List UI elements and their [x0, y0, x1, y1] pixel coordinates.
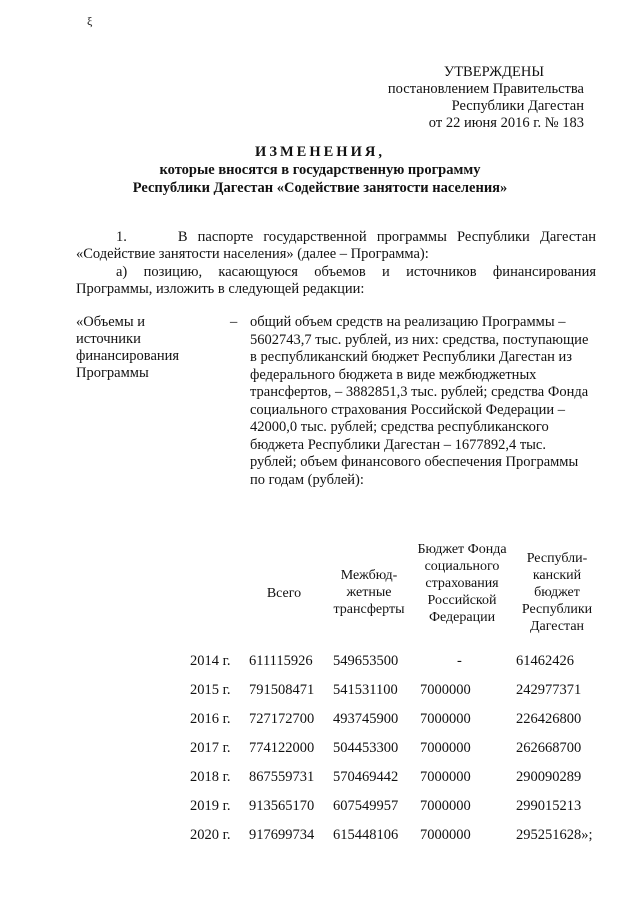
corner-mark: ξ [87, 14, 93, 28]
table-cell-total: 791508471 [249, 682, 315, 698]
passport-label-line: финансирования [76, 348, 180, 364]
table-cell-total: 727172700 [249, 711, 315, 727]
table-cell-year: 2015 г. [190, 682, 231, 698]
table-cell-fss: 7000000 [420, 682, 471, 698]
approval-block [388, 64, 584, 132]
table-cell-transfers: 504453300 [333, 740, 399, 756]
table-cell-transfers: 570469442 [333, 769, 399, 785]
passport-label-line: «Объемы и [76, 314, 145, 330]
table-cell-transfers: 541531100 [333, 682, 398, 698]
paragraph-1: 1. В паспорте государственной программы Республики Дагестан «Содействие занятости населения» (далее – Программа): [76, 229, 596, 262]
table-cell-year: 2017 г. [190, 740, 231, 756]
table-cell-year: 2016 г. [190, 711, 231, 727]
table-cell-total: 913565170 [249, 798, 315, 814]
table-cell-republic: 242977371 [516, 682, 582, 698]
table-cell-republic: 262668700 [516, 740, 582, 756]
table-header-transfers: Межбюд-жетные трансферты [333, 568, 405, 617]
approval-title: УТВЕРЖДЕНЫ [443, 64, 544, 80]
table-cell-fss: 7000000 [420, 769, 471, 785]
table-cell-year: 2014 г. [190, 653, 231, 669]
passport-dash: – [230, 314, 238, 330]
approval-line-2: Республики Дагестан [451, 98, 584, 114]
table-header-total: Всего [266, 586, 302, 601]
approval-line-1: постановлением Правительства [387, 81, 584, 97]
heading-line-3: Республики Дагестан «Содействие занятости населения» [132, 180, 508, 196]
passport-label-line: Программы [76, 365, 149, 381]
approval-line-3: от 22 июня 2016 г. № 183 [428, 115, 584, 131]
passport-label [76, 314, 179, 382]
document-heading [0, 143, 640, 197]
table-cell-fss: 7000000 [420, 740, 471, 756]
heading-word: ИЗМЕНЕНИЯ, [255, 144, 385, 160]
table-cell-total: 867559731 [249, 769, 315, 785]
table-cell-fss: 7000000 [420, 711, 471, 727]
table-cell-year: 2020 г. [190, 827, 231, 843]
table-cell-fss: 7000000 [420, 798, 471, 814]
table-cell-republic: 226426800 [516, 711, 582, 727]
table-cell-transfers: 615448106 [333, 827, 399, 843]
table-cell-fss: - [457, 653, 462, 669]
table-cell-total: 917699734 [249, 827, 315, 843]
table-header-republic: Республи-канский бюджет Республики Дагестан [521, 551, 593, 634]
table-cell-republic: 299015213 [516, 798, 582, 814]
table-cell-republic: 290090289 [516, 769, 582, 785]
heading-line-2: которые вносятся в государственную программу [159, 162, 481, 178]
passport-text: общий объем средств на реализацию Программы – 5602743,7 тыс. рублей, из них: средства, поступающие в республиканский бюджет Республики Дагестан из федерального бюджета в виде межбюджетных трансфертов, – 3882851,3 тыс. рублей; средства Фонда социального страхования Российской Федерации – 42000,0 тыс. рублей; средства республиканского бюджета Республики Дагестан – 1677892,4 тыс. рублей; объем финансового обеспечения Программы по годам (рублей): [250, 314, 589, 488]
table-cell-republic: 61462426 [516, 653, 574, 669]
table-cell-total: 774122000 [249, 740, 315, 756]
table-cell-transfers: 607549957 [333, 798, 399, 814]
table-header-fss: Бюджет Фонда социального страхования Российской Федерации [417, 542, 507, 625]
table-cell-year: 2019 г. [190, 798, 231, 814]
passport-label-line: источники [76, 331, 141, 347]
table-cell-fss: 7000000 [420, 827, 471, 843]
table-cell-republic: 295251628»; [516, 827, 593, 843]
table-cell-total: 611115926 [249, 653, 313, 669]
table-cell-transfers: 493745900 [333, 711, 399, 727]
table-cell-year: 2018 г. [190, 769, 231, 785]
table-cell-transfers: 549653500 [333, 653, 399, 669]
paragraph-2: а) позицию, касающуюся объемов и источников финансирования Программы, изложить в следующей редакции: [76, 264, 596, 297]
